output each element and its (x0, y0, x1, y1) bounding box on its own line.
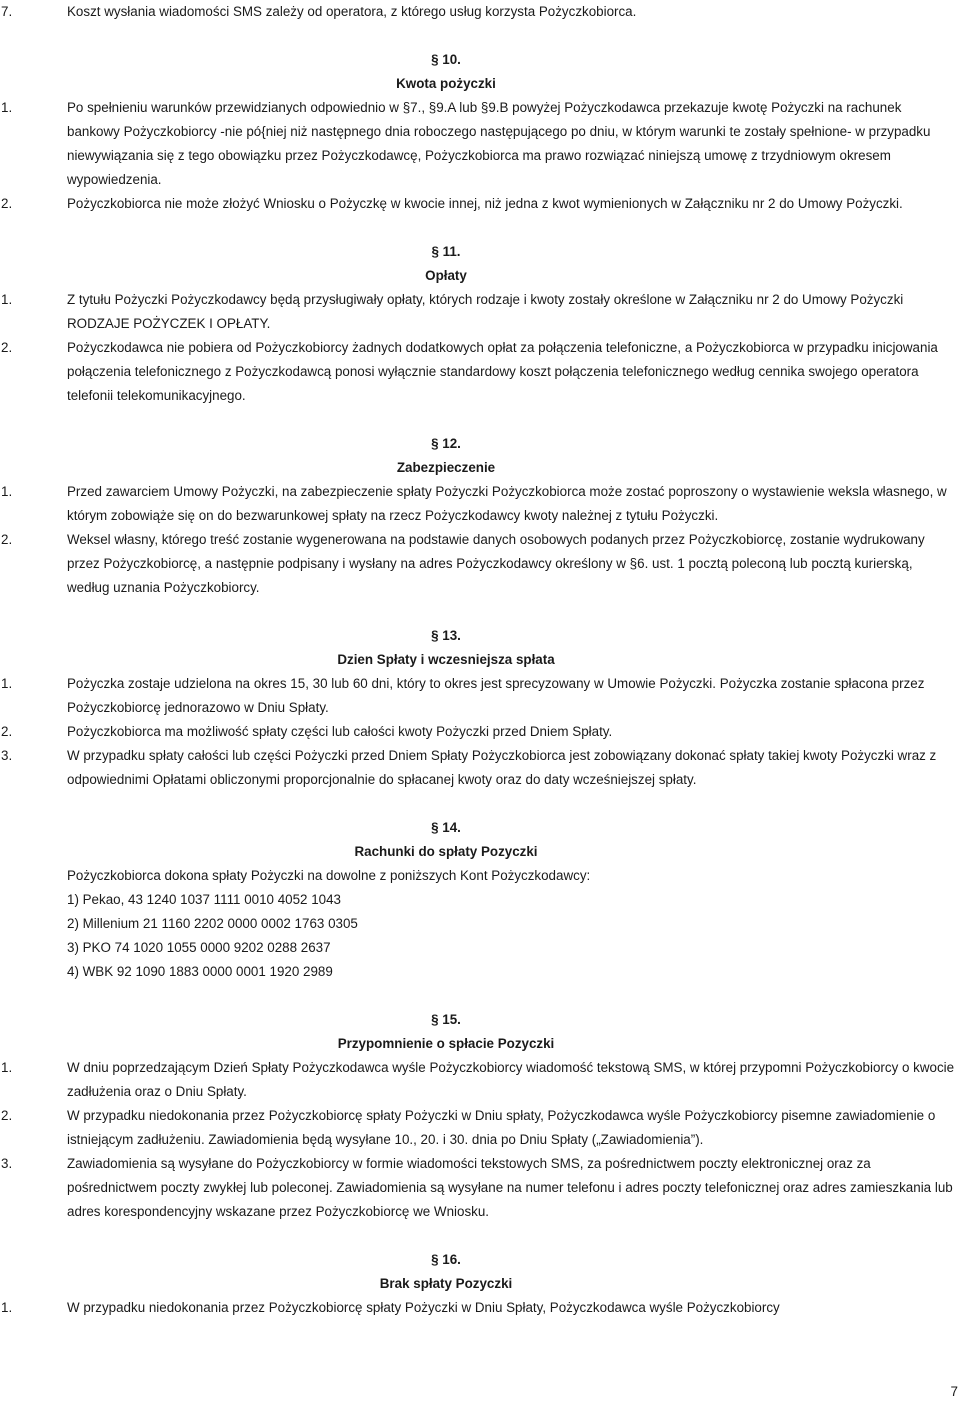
item-text: Przed zawarciem Umowy Pożyczki, na zabezpieczenie spłaty Pożyczki Pożyczkobiorca może zostać poproszony o wystawienie weksla własnego, w którym zobowiąże się on do bezwarunkowej spłaty na rzecz Pożyczkodawcy kwoty należnej z tytułu Pożyczki. (67, 484, 947, 523)
page-number: 7 (950, 1384, 958, 1399)
section-title: Kwota pożyczki (396, 76, 496, 91)
item-number: 2. (1, 196, 13, 211)
list-item (0, 1296, 960, 1320)
item-number: 3. (1, 748, 13, 763)
account-line: 3) PKO 74 1020 1055 0000 9202 0288 2637 (67, 940, 331, 955)
section-spacer (0, 792, 960, 816)
item-number: 1. (1, 292, 13, 307)
item-text: Pożyczkodawca nie pobiera od Pożyczkobiorcy żadnych dodatkowych opłat za połączenia telefoniczne, a Pożyczkobiorca w przypadku inicjowania połączenia telefonicznego z Pożyczkodawcą ponosi wyłącznie standardowy koszt połączenia telefonicznego według cennika swojego operatora telefonii telekomunikacyjnego. (67, 340, 938, 403)
section-title: Przypomnienie o spłacie Pozyczki (337, 1036, 555, 1051)
item-number: 1. (1, 484, 13, 499)
item-number: 1. (1, 1300, 13, 1315)
section-number: § 12. (431, 436, 461, 451)
list-item (0, 288, 960, 336)
item-text: Pożyczkobiorca nie może złożyć Wniosku o Pożyczkę w kwocie innej, niż jedna z kwot wymienionych w Załączniku nr 2 do Umowy Pożyczki. (67, 196, 903, 211)
list-item (0, 192, 960, 216)
section-title: Rachunki do spłaty Pozyczki (354, 844, 538, 859)
item-number: 1. (1, 676, 13, 691)
item-number: 1. (1, 1060, 13, 1075)
section-title: Zabezpieczenie (396, 460, 496, 475)
sections-container (0, 24, 960, 1320)
item-number: 3. (1, 1156, 13, 1171)
item-text: Zawiadomienia są wysyłane do Pożyczkobiorcy w formie wiadomości tekstowych SMS, za pośrednictwem poczty elektronicznej oraz za pośrednictwem poczty zwykłej lub poleconej. Zawiadomienia są wysyłane na numer telefonu i adres poczty telefonicznej oraz adres zamieszkania lub adres korespondencyjny wskazane przez Pożyczkobiorcę we Wniosku. (67, 1156, 953, 1219)
section-number: § 13. (431, 628, 461, 643)
item-text: Pożyczkobiorca ma możliwość spłaty części lub całości kwoty Pożyczki przed Dniem Spłaty. (67, 724, 613, 739)
section-number: § 10. (431, 52, 461, 67)
item-text: Z tytułu Pożyczki Pożyczkodawcy będą przysługiwały opłaty, których rodzaje i kwoty zostały określone w Załączniku nr 2 do Umowy Pożyczki RODZAJE POŻYCZEK I OPŁATY. (67, 292, 904, 331)
item-number: 2. (1, 532, 13, 547)
list-item (0, 672, 960, 720)
item-text: Weksel własny, którego treść zostanie wygenerowana na podstawie danych osobowych podanych przez Pożyczkobiorcę, zostanie wydrukowany przez Pożyczkobiorcę, a następnie podpisany i wysłany na adres Pożyczkodawcy określony w §6. ust. 1 pocztą poleconą lub pocztą kurierską, według uznania Pożyczkobiorcy. (67, 532, 925, 595)
section-spacer (0, 408, 960, 432)
section-spacer (0, 24, 960, 48)
section-spacer (0, 600, 960, 624)
item-text: W przypadku niedokonania przez Pożyczkobiorcę spłaty Pożyczki w Dniu spłaty, Pożyczkodawca wyśle Pożyczkobiorcy pisemne zawiadomienie o istniejącym zadłużeniu. Zawiadomienia będą wysyłane 10., 20. i 30. dnia po Dniu Spłaty („Zawiadomienia”). (67, 1108, 936, 1147)
item-text: Pożyczka zostaje udzielona na okres 15, 30 lub 60 dni, który to okres jest sprecyzowany w Umowie Pożyczki. Pożyczka zostanie spłacona przez Pożyczkobiorcę jednorazowo w Dniu Spłaty. (67, 676, 925, 715)
list-item (0, 528, 960, 600)
list-item (0, 1056, 960, 1104)
list-item (0, 96, 960, 192)
item-text: Po spełnieniu warunków przewidzianych odpowiednio w §7., §9.A lub §9.B powyżej Pożyczkodawca przekazuje kwotę Pożyczki na rachunek bankowy Pożyczkobiorcy -nie pó{niej niż następnego dnia roboczego następującego po dniu, w którym warunki te zostały spełnione- w przypadku niewywiązania się z tego obowiązku przez Pożyczkodawcę, Pożyczkobiorca ma prawo rozwiązać niniejszą umowę z trzydniowym okresem wypowiedzenia. (67, 100, 931, 187)
item-number: 2. (1, 340, 13, 355)
item-number: 2. (1, 724, 13, 739)
section-number: § 11. (431, 244, 461, 259)
account-line: 2) Millenium 21 1160 2202 0000 0002 1763 0305 (67, 916, 358, 931)
item-number: 7. (1, 4, 13, 19)
item-text: Koszt wysłania wiadomości SMS zależy od operatora, z którego usług korzysta Pożyczkobiorca. (67, 4, 637, 19)
list-item (0, 1104, 960, 1152)
list-item (0, 720, 960, 744)
item-number: 1. (1, 100, 13, 115)
account-line: 1) Pekao, 43 1240 1037 1111 0010 4052 1043 (67, 892, 342, 907)
account-line: Pożyczkobiorca dokona spłaty Pożyczki na dowolne z poniższych Kont Pożyczkodawcy: (67, 868, 591, 883)
list-item (0, 480, 960, 528)
item-number: 2. (1, 1108, 13, 1123)
section-number: § 14. (431, 820, 461, 835)
list-item (0, 744, 960, 792)
section-spacer (0, 984, 960, 1008)
item-text: W przypadku niedokonania przez Pożyczkobiorcę spłaty Pożyczki w Dniu Spłaty, Pożyczkodawca wyśle Pożyczkobiorcy (67, 1300, 780, 1315)
section-number: § 16. (431, 1252, 461, 1267)
item-text: W dniu poprzedzającym Dzień Spłaty Pożyczkodawca wyśle Pożyczkobiorcy wiadomość tekstową SMS, w której przypomni Pożyczkobiorcy o kwocie zadłużenia oraz o Dniu Spłaty. (67, 1060, 955, 1099)
list-item (0, 1152, 960, 1224)
account-line: 4) WBK 92 1090 1883 0000 0001 1920 2989 (67, 964, 333, 979)
item-text: W przypadku spłaty całości lub części Pożyczki przed Dniem Spłaty Pożyczkobiorca jest zobowiązany dokonać spłaty takiej kwoty Pożyczki wraz z odpowiednimi Opłatami obliczonymi proporcjonalnie do spłacanej kwoty oraz do daty wcześniejszej spłaty. (67, 748, 937, 787)
section-number: § 15. (431, 1012, 461, 1027)
section-title: Dzien Spłaty i wczesniejsza spłata (337, 652, 555, 667)
section-spacer (0, 216, 960, 240)
section-title: Brak spłaty Pozyczki (379, 1276, 513, 1291)
section-title: Opłaty (425, 268, 467, 283)
list-item (0, 0, 960, 24)
section-spacer (0, 1224, 960, 1248)
list-item (0, 336, 960, 408)
